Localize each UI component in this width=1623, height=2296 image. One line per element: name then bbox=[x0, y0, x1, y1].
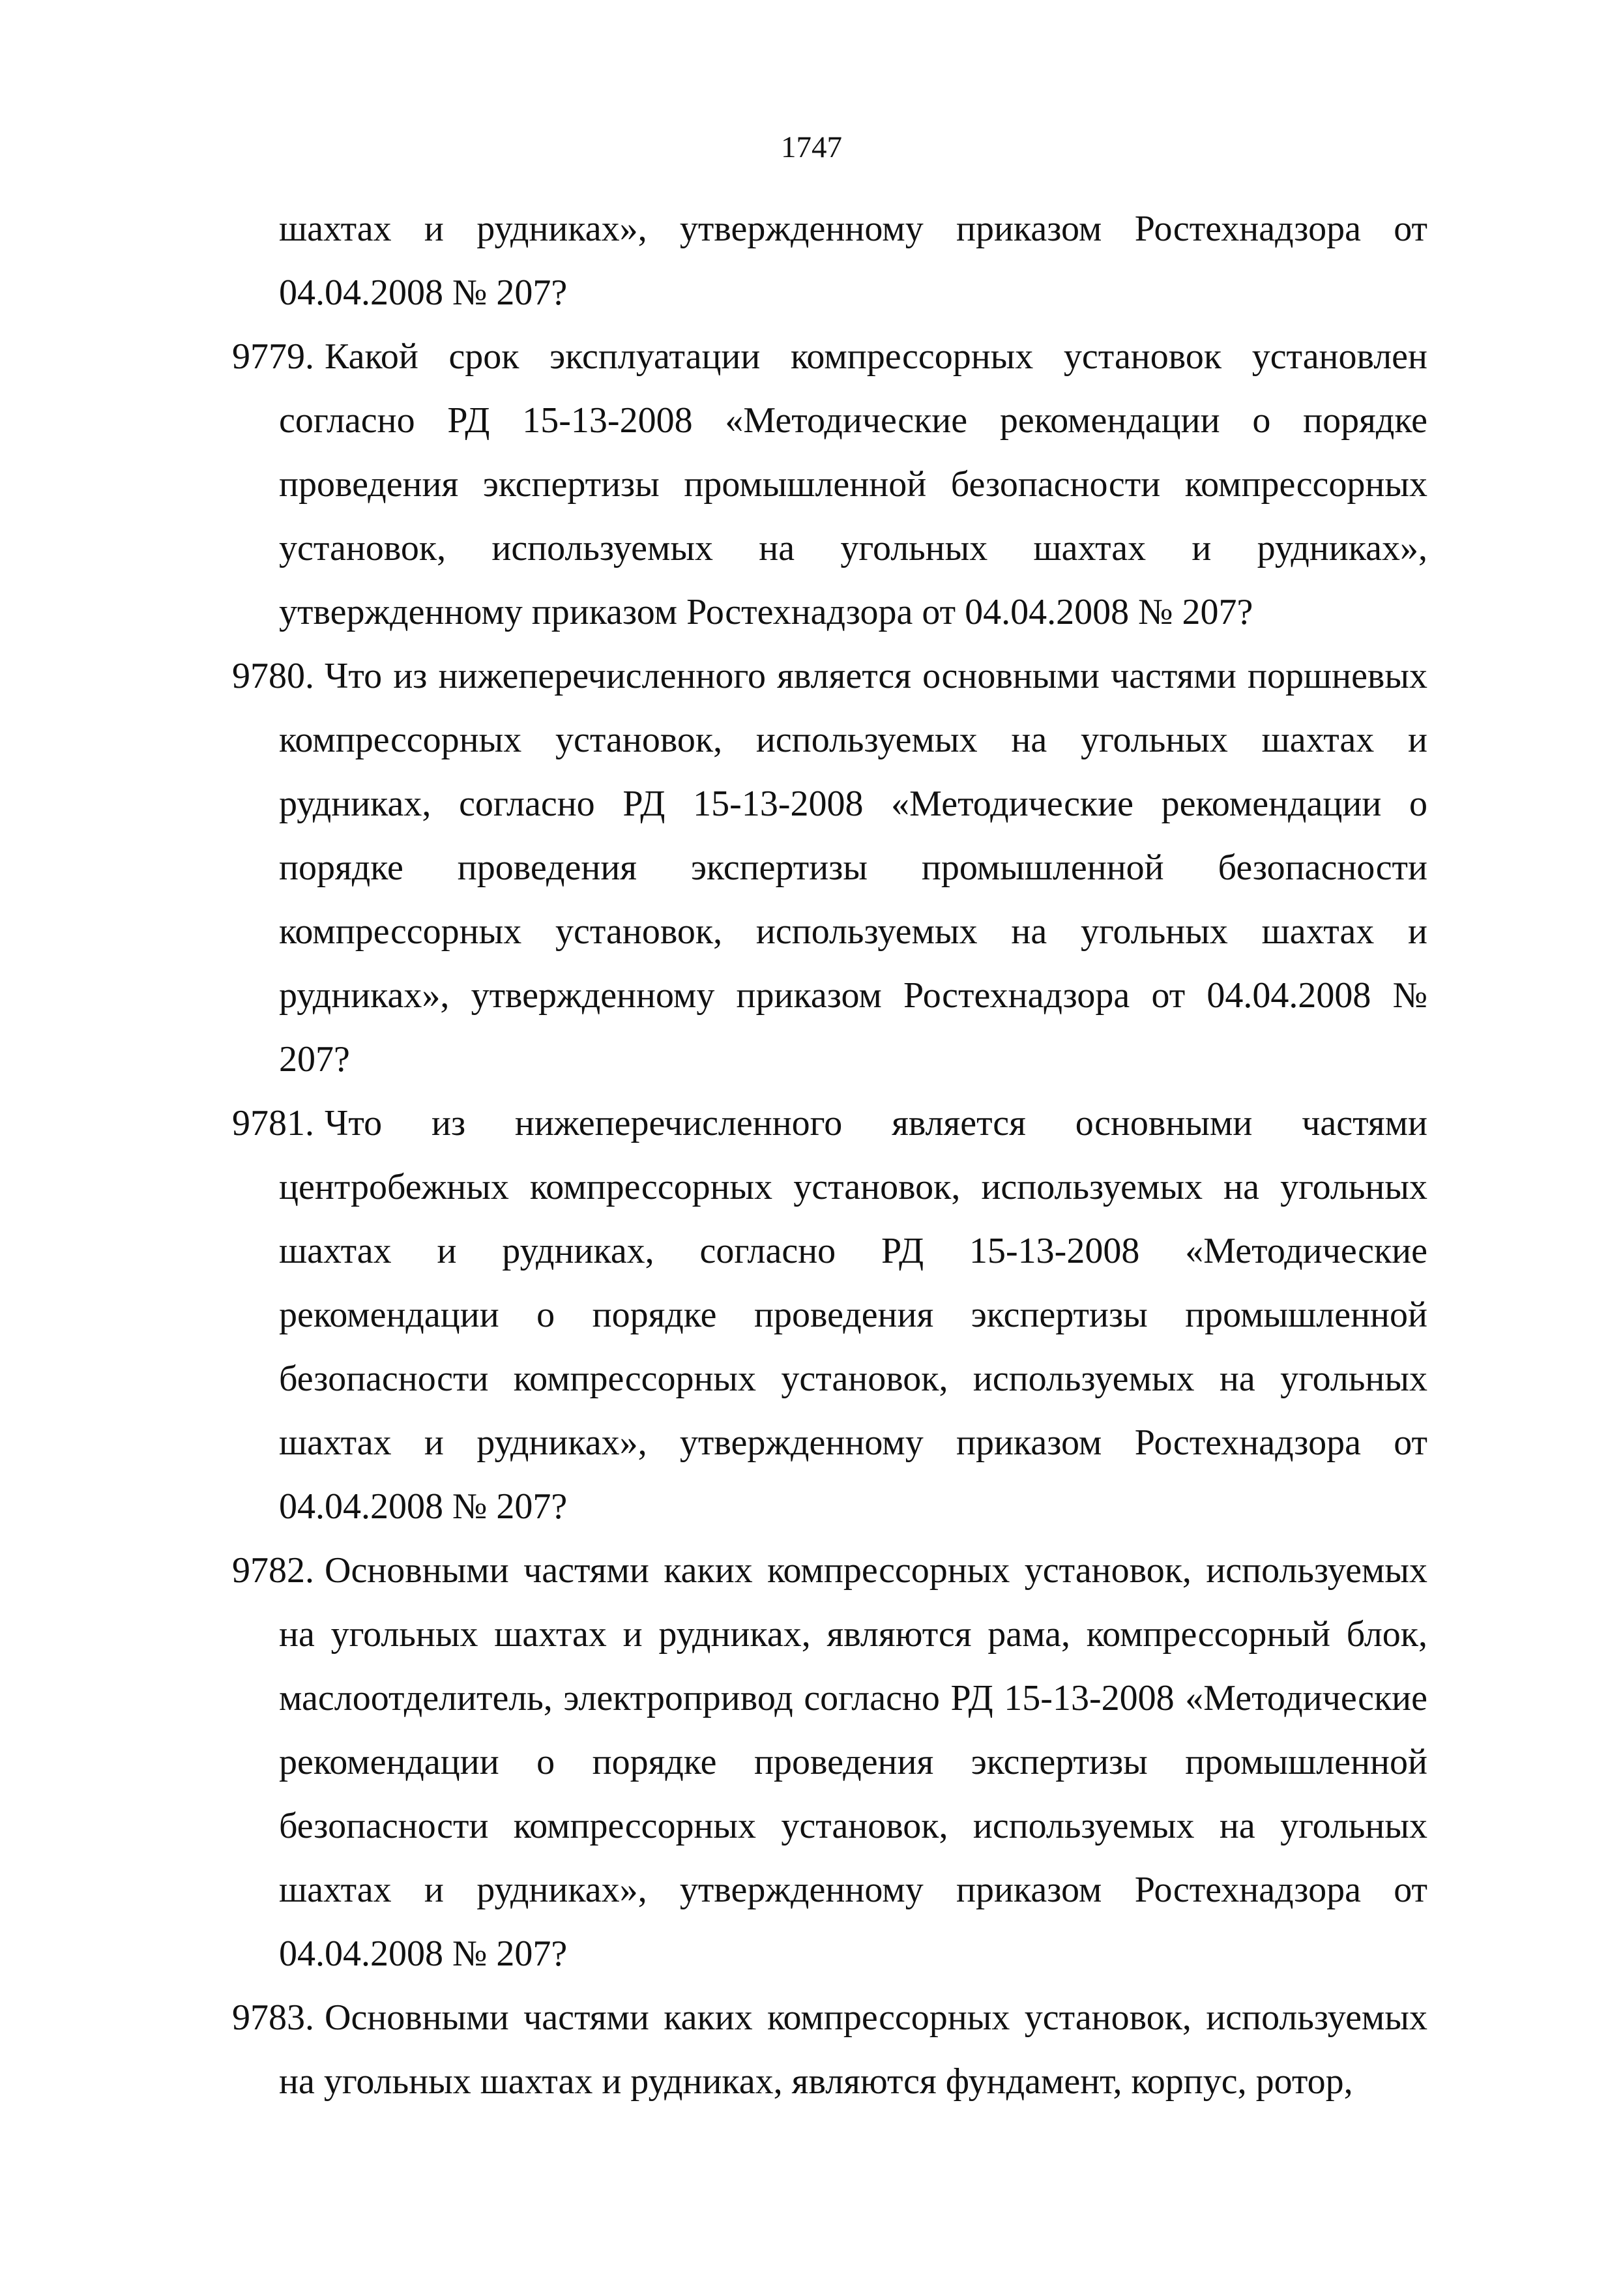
question-item-9779 bbox=[232, 325, 1427, 644]
question-number: 9781. bbox=[232, 1103, 314, 1143]
question-item-9782 bbox=[232, 1538, 1427, 1986]
question-number: 9783. bbox=[232, 1997, 314, 2038]
question-text: Основными частями каких компрессорных установок, используемых на угольных шахтах и рудниках, являются фундамент, корпус, ротор, bbox=[279, 1997, 1427, 2102]
question-item-9780 bbox=[232, 644, 1427, 1091]
question-number: 9779. bbox=[232, 336, 314, 377]
question-list bbox=[232, 197, 1427, 2113]
question-item-9781 bbox=[232, 1091, 1427, 1538]
continuation-paragraph: шахтах и рудниках», утвержденному приказом Ростехнадзора от 04.04.2008 № 207? bbox=[279, 209, 1427, 313]
question-text: Основными частями каких компрессорных установок, используемых на угольных шахтах и рудниках, являются рама, компрессорный блок, маслоотделитель, электропривод согласно РД 15-13-2008 «Методические рекомендации о порядке проведения экспертизы промышленной безопасности компрессорных установок, используемых на угольных шахтах и рудниках», утвержденному приказом Ростехнадзора от 04.04.2008 № 207? bbox=[279, 1550, 1427, 1974]
question-number: 9780. bbox=[232, 656, 314, 696]
question-text: Что из нижеперечисленного является основными частями центробежных компрессорных установок, используемых на угольных шахтах и рудниках, согласно РД 15-13-2008 «Методические рекомендации о порядке проведения экспертизы промышленной безопасности компрессорных установок, используемых на угольных шахтах и рудниках», утвержденному приказом Ростехнадзора от 04.04.2008 № 207? bbox=[279, 1103, 1427, 1527]
question-text: Что из нижеперечисленного является основными частями поршневых компрессорных установок, используемых на угольных шахтах и рудниках, согласно РД 15-13-2008 «Методические рекомендации о порядке проведения экспертизы промышленной безопасности компрессорных установок, используемых на угольных шахтах и рудниках», утвержденному приказом Ростехнадзора от 04.04.2008 № 207? bbox=[279, 656, 1427, 1080]
question-text: Какой срок эксплуатации компрессорных установок установлен согласно РД 15-13-2008 «Методические рекомендации о порядке проведения экспертизы промышленной безопасности компрессорных установок, используемых на угольных шахтах и рудниках», утвержденному приказом Ростехнадзора от 04.04.2008 № 207? bbox=[279, 336, 1427, 632]
question-item-9783 bbox=[232, 1986, 1427, 2113]
question-number: 9782. bbox=[232, 1550, 314, 1591]
page-number: 1747 bbox=[781, 130, 842, 164]
